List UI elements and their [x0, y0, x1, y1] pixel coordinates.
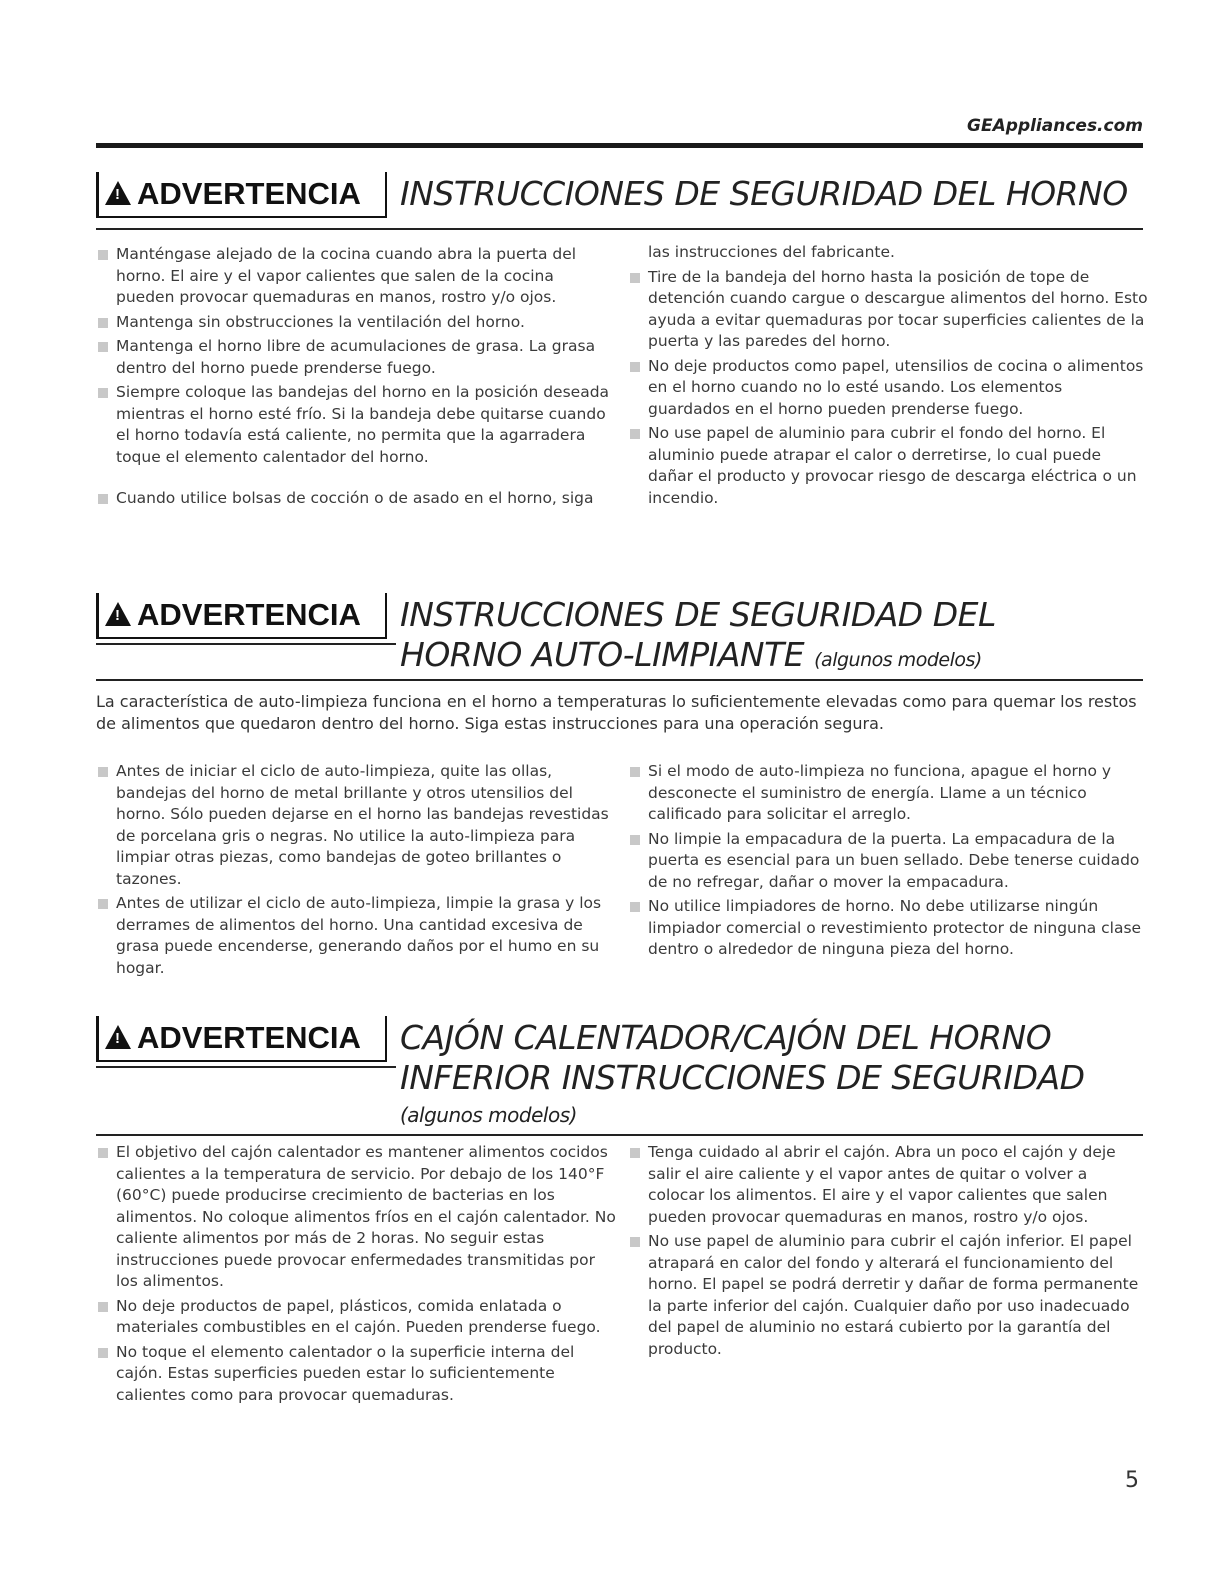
bullet-icon	[98, 388, 108, 398]
bullet-icon	[630, 429, 640, 439]
list-item: Antes de iniciar el ciclo de auto-limpieza, quite las ollas, bandejas del horno de metal brillante y otros utensilios del horno. Sólo pueden dejarse en el horno las bandejas revestidas de porcelana gris o negras. No utilice la auto-limpieza para limpiar otras piezas, como bandejas de goteo brillantes o tazones.	[96, 761, 616, 890]
section-intro: La característica de auto-limpieza funciona en el horno a temperaturas lo suficientemente elevadas como para quemar los restos de alimentos que quedaron dentro del horno. Siga estas instrucciones para una operación segura.	[96, 692, 1137, 733]
section-title: INSTRUCCIONES DE SEGURIDAD DEL HORNO	[400, 174, 1128, 213]
list-item: Antes de utilizar el ciclo de auto-limpieza, limpie la grasa y los derrames de alimentos del horno. Una cantidad excesiva de grasa puede encenderse, generando daños por el humo en su hogar.	[96, 893, 616, 979]
section-self-clean	[96, 593, 1143, 977]
list-item: No limpie la empacadura de la puerta. La empacadura de la puerta es esencial para un buen sellado. Debe tenerse cuidado de no refregar, dañar o mover la empacadura.	[628, 829, 1148, 894]
section-header	[96, 1016, 1143, 1127]
bullet-icon	[630, 362, 640, 372]
bullet-icon	[630, 1237, 640, 1247]
page-number: 5	[1125, 1468, 1139, 1493]
left-column	[96, 761, 616, 982]
bullet-icon	[98, 1348, 108, 1358]
warning-label: !ADVERTENCIA	[96, 172, 387, 218]
section-rule	[96, 1134, 1143, 1136]
top-rule	[96, 143, 1143, 148]
list-item: Tenga cuidado al abrir el cajón. Abra un poco el cajón y deje salir el aire caliente y el vapor antes de quitar o volver a colocar los alimentos. El aire y el vapor calientes que salen pueden provocar quemaduras en manos, rostro y/o ojos.	[628, 1142, 1148, 1228]
bullet-icon	[98, 250, 108, 260]
warning-triangle-icon	[105, 181, 131, 205]
list-item: Mantenga sin obstrucciones la ventilación del horno.	[96, 312, 616, 334]
right-column	[628, 242, 1148, 512]
list-item: Si el modo de auto-limpieza no funciona, apague el horno y desconecte el suministro de energía. Llame a un técnico calificado para solicitar el arreglo.	[628, 761, 1148, 826]
warning-label: !ADVERTENCIA	[96, 593, 387, 639]
bullet-icon	[98, 1302, 108, 1312]
bullet-icon	[98, 494, 108, 504]
section-oven-safety	[96, 172, 1148, 507]
bullet-icon	[630, 902, 640, 912]
bullet-icon	[98, 767, 108, 777]
right-column	[628, 761, 1148, 964]
list-item: No toque el elemento calentador o la superficie interna del cajón. Estas superficies pueden estar lo suficientemente calientes como para provocar quemaduras.	[96, 1342, 616, 1407]
bullet-icon	[630, 273, 640, 283]
section-warming-drawer	[96, 1016, 1143, 1404]
section-header	[96, 172, 1143, 250]
list-item: No utilice limpiadores de horno. No debe utilizarse ningún limpiador comercial o revestimiento protector de ninguna clase dentro o alrededor de ninguna pieza del horno.	[628, 896, 1148, 961]
section-title: INSTRUCCIONES DE SEGURIDAD DEL HORNO AUTO-LIMPIANTE (algunos modelos)	[400, 595, 996, 674]
right-column	[628, 1142, 1148, 1363]
warning-triangle-icon	[105, 1025, 131, 1049]
site-url: GEAppliances.com	[967, 116, 1143, 136]
bullet-icon	[630, 767, 640, 777]
list-item: No deje productos de papel, plásticos, comida enlatada o materiales combustibles en el cajón. Pueden prenderse fuego.	[96, 1296, 616, 1339]
left-column	[96, 1142, 616, 1409]
warning-label: !ADVERTENCIA	[96, 1016, 387, 1062]
section-rule-short	[96, 1066, 396, 1068]
list-item: No deje productos como papel, utensilios de cocina o alimentos en el horno cuando no lo esté usando. Los elementos guardados en el horno pueden prenderse fuego.	[628, 356, 1148, 421]
list-item: Cuando utilice bolsas de cocción o de asado en el horno, siga	[96, 488, 616, 510]
section-header	[96, 593, 1143, 674]
left-column	[96, 244, 616, 513]
list-item: No use papel de aluminio para cubrir el fondo del horno. El aluminio puede atrapar el calor o derretirse, lo cual puede dañar el producto y provocar riesgo de descarga eléctrica o un incendio.	[628, 423, 1148, 509]
bullet-icon	[630, 1148, 640, 1158]
bullet-icon	[98, 318, 108, 328]
section-rule	[96, 679, 1143, 681]
bullet-icon	[98, 342, 108, 352]
section-title: CAJÓN CALENTADOR/CAJÓN DEL HORNO INFERIOR INSTRUCCIONES DE SEGURIDAD (algunos modelos)	[400, 1018, 1085, 1127]
section-rule-short	[96, 643, 396, 645]
list-item-continued: las instrucciones del fabricante.	[648, 243, 895, 261]
list-item: Manténgase alejado de la cocina cuando abra la puerta del horno. El aire y el vapor calientes que salen de la cocina pueden provocar quemaduras en manos, rostro y/o ojos.	[96, 244, 616, 309]
list-item: Tire de la bandeja del horno hasta la posición de tope de detención cuando cargue o descargue alimentos del horno. Esto ayuda a evitar quemaduras por tocar superficies calientes de la puerta y las paredes del horno.	[628, 267, 1148, 353]
section-rule	[96, 228, 1143, 230]
bullet-icon	[98, 899, 108, 909]
list-item: El objetivo del cajón calentador es mantener alimentos cocidos calientes a la temperatura de servicio. Por debajo de los 140°F (60°C) puede producirse crecimiento de bacterias en los alimentos. No coloque alimentos fríos en el cajón calentador. No caliente alimentos por más de 2 horas. No seguir estas instrucciones puede provocar enfermedades transmitidas por los alimentos.	[96, 1142, 616, 1293]
list-item: No use papel de aluminio para cubrir el cajón inferior. El papel atrapará en calor del fondo y alterará el funcionamiento del horno. El papel se podrá derretir y dañar de forma permanente la parte inferior del cajón. Cualquier daño por uso inadecuado del papel de aluminio no estará cubierto por la garantía del producto.	[628, 1231, 1148, 1360]
list-item: Siempre coloque las bandejas del horno en la posición deseada mientras el horno esté frío. Si la bandeja debe quitarse cuando el horno todavía está caliente, no permita que la agarradera toque el elemento calentador del horno.	[96, 382, 616, 468]
bullet-icon	[98, 1148, 108, 1158]
list-item: Mantenga el horno libre de acumulaciones de grasa. La grasa dentro del horno puede prenderse fuego.	[96, 336, 616, 379]
bullet-icon	[630, 835, 640, 845]
warning-triangle-icon	[105, 602, 131, 626]
